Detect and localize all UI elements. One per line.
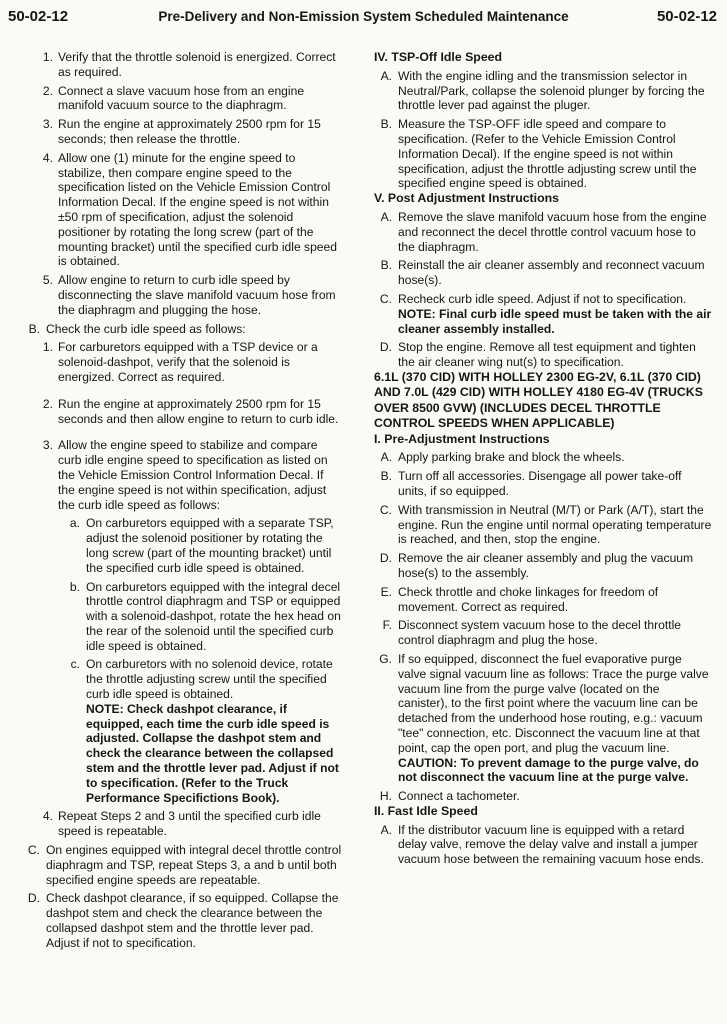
step-b-3-b: b. On carburetors equipped with the integral decel throttle control diaphragm and TSP or equipped with a solenoid-dashpot, rotate the hex head on the rear of the solenoid until the specified curb idle speed is obtained.: [69, 579, 341, 653]
step-b: B. Check the curb idle speed as follows:: [28, 321, 246, 336]
step-b-3-c: c. On carburetors with no solenoid device, rotate the throttle adjusting screw until the specified curb idle speed is obtained. NOTE: Check dashpot clearance, if equipped, each time the curb idle speed is adjusted. Collapse the dashpot stem and check the clearance between the collapsed stem and the throttle lever pad. Adjust if not to specification. (Refer to the Truck Performance Specifictions Book).: [22, 657, 342, 805]
step-d: D. Check dashpot clearance, if so equipped. Collapse the dashpot stem and check the clearance between the collapsed dashpot stem and the throttle lever pad. Adjust if not to specification.: [27, 891, 339, 950]
step-b-2: 2. Run the engine at approximately 2500 rpm for 15 seconds and then allow engine to return to curb idle.: [42, 396, 339, 426]
step-b-1: 1. For carburetors equipped with a TSP device or a solenoid-dashpot, verify that the solenoid is energized. Correct as required.: [42, 340, 318, 384]
section-ii-heading: II. Fast Idle Speed: [374, 803, 478, 818]
step-4: 4. Allow one (1) minute for the engine speed to stabilize, then compare engine speed to the specification listed on the Vehicle Emission Control Information Decal. If the engine speed is not within ±50 rpm of specification, adjust the solenoid positioner by rotating the long screw (part of the mounting bracket) until the specified curb idle speed is obtained.: [42, 150, 337, 269]
iv-step-a: A. With the engine idling and the transmission selector in Neutral/Park, collapse the solenoid plunger by forcing the throttle lever pad against the pluger.: [380, 68, 705, 113]
section-iv-heading: IV. TSP-Off Idle Speed: [374, 50, 503, 64]
step-5: 5. Allow engine to return to curb idle speed by disconnecting the slave manifold vacuum hose from the diaphragm and plugging the hose.: [42, 273, 336, 317]
left-column: [22, 50, 342, 951]
page-number-left: 50-02-12: [8, 8, 69, 25]
step-b-4: 4. Repeat Steps 2 and 3 until the specified curb idle speed is repeatable.: [42, 809, 321, 839]
page-header: [0, 8, 727, 30]
step-2: 2. Connect a slave vacuum hose from an engine manifold vacuum source to the diaphragm.: [42, 83, 305, 113]
note-dashpot: NOTE: Check dashpot clearance, if equipped, each time the curb idle speed is adjusted. Collapse the dashpot stem and check the clearance between the collapsed stem and the throttle lever pad. Adjust if not to specification. (Refer to the Truck Performance Specifictions Book).: [86, 701, 339, 805]
iv-step-b: B. Measure the TSP-OFF idle speed and compare to specification. (Refer to the Vehicle Emission Control Information Decal). If the engine speed is not within specification, adjust the throttle adjusting screw until the specified engine speed is obtained.: [380, 117, 697, 191]
i-step-f: F. Disconnect system vacuum hose to the decel throttle control diaphragm and plug the hose.: [382, 618, 681, 648]
step-3: 3. Run the engine at approximately 2500 rpm for 15 seconds; then release the throttle.: [42, 117, 321, 146]
right-column: [374, 50, 712, 867]
v-step-a: A. Remove the slave manifold vacuum hose from the engine and reconnect the decel throttle control vacuum hose to the diaphragm.: [380, 209, 707, 254]
i-step-b: B. Turn off all accessories. Disengage all power take-off units, if so equipped.: [380, 469, 682, 498]
v-step-d: D. Stop the engine. Remove all test equipment and tighten the air cleaner wing nut(s) to specification.: [379, 340, 696, 370]
section-v-heading: V. Post Adjustment Instructions: [374, 191, 559, 206]
step-b-3: 3. Allow the engine speed to stabilize and compare curb idle engine speed to specification as listed on the Vehicle Emission Control Information Decal. If the engine speed is not within specification, adjust the curb idle speed as follows:: [42, 438, 328, 512]
v-step-c: C. Recheck curb idle speed. Adjust if not to specification. NOTE: Final curb idle speed must be taken with the air cleaner assembly installed.: [379, 291, 712, 336]
page-title: Pre-Delivery and Non-Emission System Scheduled Maintenance: [158, 9, 569, 24]
caution-purge-valve: CAUTION: To prevent damage to the purge valve, do not disconnect the vacuum line at the purge valve.: [398, 755, 699, 785]
page-number-right: 50-02-12: [656, 8, 717, 25]
i-step-d: D. Remove the air cleaner assembly and plug the vacuum hose(s) to the assembly.: [379, 551, 694, 580]
i-step-e: E. Check throttle and choke linkages for freedom of movement. Correct as required.: [380, 584, 659, 614]
step-1: 1. Verify that the throttle solenoid is energized. Correct as required.: [42, 50, 336, 79]
ii-step-a: A. If the distributor vacuum line is equipped with a retard delay valve, remove the delay valve and install a jumper vacuum hose between the remaining vacuum hose ends.: [380, 822, 704, 867]
i-step-g: G. If so equipped, disconnect the fuel evaporative purge valve signal vacuum line as follows: Trace the purge valve vacuum line from the purge valve (located on the canister), to the first point where the vacuum line can be detached from the underhood hose routing, e.g.: vacuum "tee" connection, etc. Disconnect the vacuum line at that point, cap the open port, and plug the vacuum line. CAUTION: To prevent damage to the purge valve, do not disconnect the vacuum line at the purge valve.: [374, 652, 712, 785]
i-step-a: A. Apply parking brake and block the wheels.: [380, 450, 625, 465]
i-step-c: C. With transmission in Neutral (M/T) or Park (A/T), start the engine. Run the engine until normal operating temperature is reached, and then, stop the engine.: [379, 502, 712, 547]
engine-section-heading: 6.1L (370 CID) WITH HOLLEY 2300 EG-2V, 6.1L (370 CID) AND 7.0L (429 CID) WITH HOLLEY 4180 EG-4V (TRUCKS OVER 8500 GVW) (INCLUDES DECEL THROTTLE CONTROL SPEEDS WHEN APPLICABLE): [374, 369, 703, 431]
i-step-h: H. Connect a tachometer.: [379, 789, 520, 804]
v-step-b: B. Reinstall the air cleaner assembly and reconnect vacuum hose(s).: [380, 258, 705, 288]
step-c: C. On engines equipped with integral decel throttle control diaphragm and TSP, repeat Steps 3, a and b until both specified engine speeds are repeatable.: [27, 843, 342, 887]
step-b-3-a: a. On carburetors equipped with a separate TSP, adjust the solenoid positioner by rotating the long screw (part of the mounting bracket) until the specified curb idle speed is obtained.: [69, 516, 334, 575]
section-i-heading: I. Pre-Adjustment Instructions: [374, 431, 550, 446]
note-final-idle: NOTE: Final curb idle speed must be taken with the air cleaner assembly installed.: [398, 306, 712, 336]
